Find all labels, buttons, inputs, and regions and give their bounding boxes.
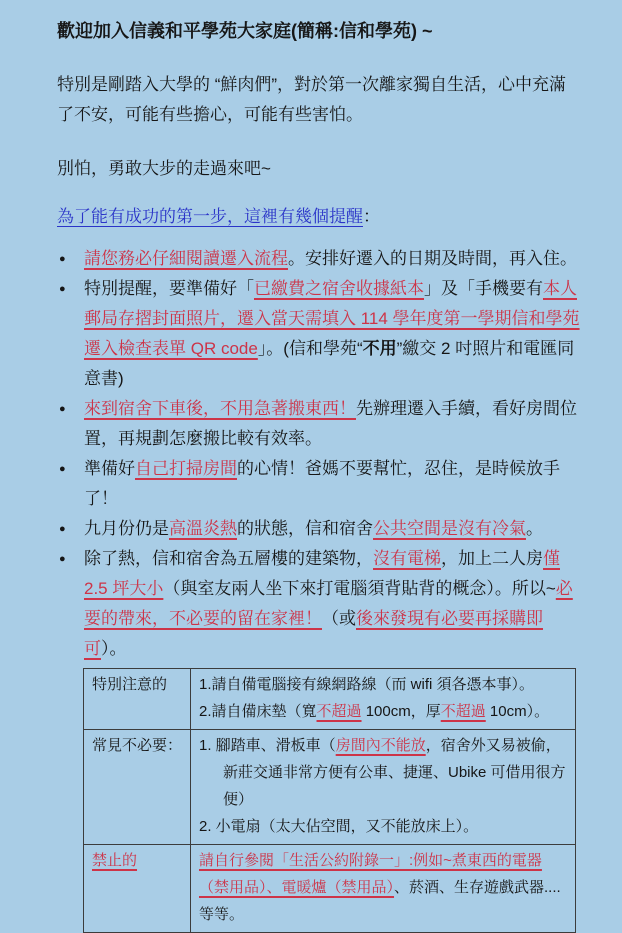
text-segment: 1. 腳踏車、滑板車（ <box>199 737 336 754</box>
text-segment: 2.請自備床墊（寬 <box>199 703 317 720</box>
text-segment: 特別注意的 <box>92 676 168 693</box>
text-segment: 準備好 <box>84 459 135 478</box>
text-segment: （或 <box>322 609 356 628</box>
text-segment: 後來發現有必要再採購即可 <box>84 609 543 658</box>
text-segment: 。安排好遷入的日期及時間，再入住。 <box>288 249 577 268</box>
table-paragraph <box>199 671 567 698</box>
row-content-cell <box>191 845 576 933</box>
text-segment: 房間內不能放 <box>335 737 426 754</box>
text-segment: 沒有電梯 <box>373 549 441 568</box>
lead-line <box>57 202 580 232</box>
reminder-item-3 <box>57 394 580 454</box>
text-segment: 高溫炎熱 <box>169 519 237 538</box>
text-segment: ，宿舍外又易被偷，新莊交通非常方便有公車、捷運、Ubike 可借用很方便） <box>223 737 566 808</box>
row-content-cell <box>191 669 576 730</box>
text-segment: （與室友兩人坐下來打電腦須背貼背的概念）。所以~ <box>163 579 556 598</box>
table-paragraph <box>199 732 567 813</box>
table-row-unnecessary-items <box>84 730 576 845</box>
text-segment: 來到宿舍下車後，不用急著搬東西！ <box>84 399 356 418</box>
row-label-cell <box>84 730 191 845</box>
bullet-icon: ● <box>59 523 66 535</box>
text-segment: 常見不必要： <box>92 737 183 754</box>
table-paragraph <box>199 698 567 725</box>
text-segment: ，加上二人房 <box>441 549 543 568</box>
reminder-text <box>84 519 543 538</box>
text-segment: 2. 小電扇（太大佔空間，又不能放床上）。 <box>199 818 479 835</box>
reminder-list <box>57 244 580 664</box>
row-content-cell <box>191 730 576 845</box>
row-label <box>92 671 182 698</box>
row-label <box>92 847 182 874</box>
text-segment: ）。 <box>101 639 127 658</box>
table-row-special-notes <box>84 669 576 730</box>
bullet-icon: ● <box>59 553 66 565</box>
reminder-item-5 <box>57 514 580 544</box>
text-segment: 不超過 <box>316 703 362 720</box>
reminder-text <box>84 459 560 508</box>
text-segment: 僅2.5 坪大小 <box>84 549 560 598</box>
text-segment: ”繳交 2 吋照片和電匯同意書) <box>84 339 575 388</box>
text-segment: 、菸酒、生存遊戲武器....等等。 <box>199 879 561 923</box>
text-segment: 請您務必仔細閱讀遷入流程 <box>84 249 288 268</box>
reminder-text <box>84 279 580 388</box>
text-segment: 先辦理遷入手續，看好房間位置，再規劃怎麼搬比較有效率。 <box>84 399 577 448</box>
text-segment: 特別提醒，要準備好「 <box>84 279 254 298</box>
text-segment: 的心情！爸媽不要幫忙，忍住，是時候放手了！ <box>84 459 560 508</box>
intro-paragraph-1: 特別是剛踏入大學的 “鮮肉們”，對於第一次離家獨自生活，心中充滿了不安，可能有些擔心，可能有些害怕。 <box>57 75 567 124</box>
table-paragraph <box>199 847 567 928</box>
text-segment: 必要的帶來，不必要的留在家裡！ <box>84 579 573 628</box>
table-paragraph <box>199 813 567 840</box>
bullet-icon: ● <box>59 403 66 415</box>
reminder-text <box>84 249 577 268</box>
text-segment: 請自行參閱「生活公約附錄一」:例如~煮東西的電器（禁用品）、電暖爐（禁用品） <box>199 852 542 896</box>
text-segment: 100cm，厚 <box>361 703 441 720</box>
text-segment: 不超過 <box>440 703 486 720</box>
row-label <box>92 732 182 759</box>
text-segment: 」。(信和學苑“ <box>257 339 363 358</box>
reminder-item-1 <box>57 244 580 274</box>
table-row-forbidden-items <box>84 845 576 933</box>
items-table <box>83 668 576 933</box>
page-title: 歡迎加入信義和平學苑大家庭(簡稱:信和學苑) ~ <box>57 21 433 41</box>
text-segment: 自己打掃房間 <box>135 459 237 478</box>
text-segment: 禁止的 <box>92 852 138 869</box>
text-segment: 本人郵局存摺封面照片，遷入當天需填入 114 學年度第一學期信和學苑遷入檢查表單 QR code <box>84 279 580 358</box>
reminder-item-4 <box>57 454 580 514</box>
bullet-icon: ● <box>59 253 66 265</box>
lead-colon: ： <box>363 207 380 226</box>
text-segment: 已繳費之宿舍收據紙本 <box>254 279 424 298</box>
text-segment: 不用 <box>362 339 397 358</box>
reminder-text <box>84 549 573 658</box>
reminders-link[interactable]: 為了能有成功的第一步，這裡有幾個提醒 <box>57 207 363 226</box>
row-label-cell <box>84 845 191 933</box>
reminder-item-6 <box>57 544 580 664</box>
intro-paragraph-2: 別怕，勇敢大步的走過來吧~ <box>57 159 271 178</box>
text-segment: 」及「手機要有 <box>424 279 543 298</box>
text-segment: 的狀態，信和宿舍 <box>237 519 373 538</box>
text-segment: 1.請自備電腦接有線網路線（而 wifi 須各憑本事）。 <box>199 676 535 693</box>
text-segment: 除了熱，信和宿舍為五層樓的建築物， <box>84 549 373 568</box>
text-segment: 公共空間是沒有冷氣 <box>373 519 526 538</box>
reminder-text <box>84 399 577 448</box>
text-segment: 10cm）。 <box>485 703 550 720</box>
reminder-item-2 <box>57 274 580 394</box>
row-label-cell <box>84 669 191 730</box>
text-segment: 九月份仍是 <box>84 519 169 538</box>
bullet-icon: ● <box>59 283 66 295</box>
bullet-icon: ● <box>59 463 66 475</box>
text-segment: 。 <box>526 519 543 538</box>
